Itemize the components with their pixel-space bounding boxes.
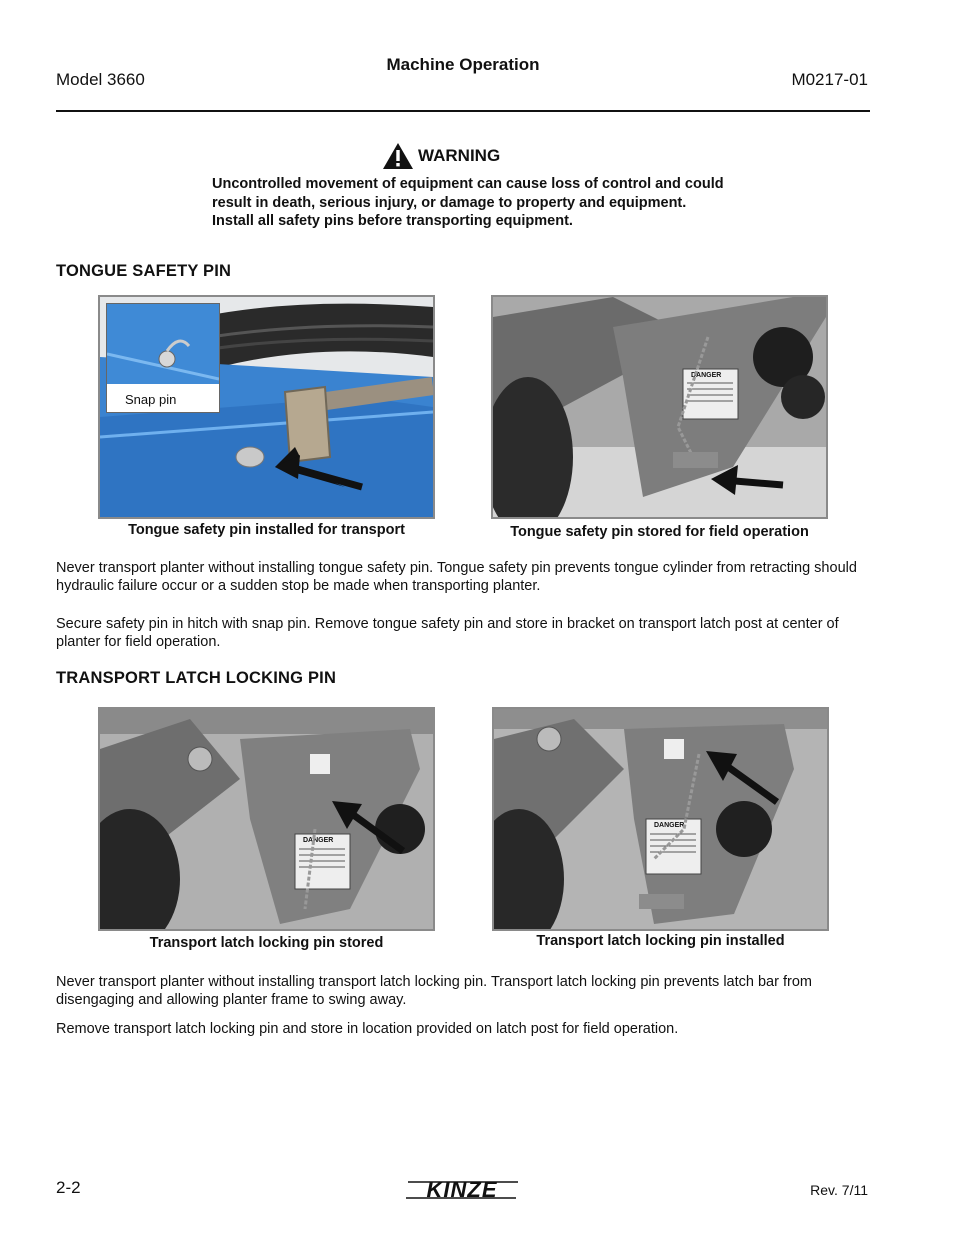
photo-latch-pin-stored (98, 707, 435, 931)
kinze-logo (404, 1176, 522, 1204)
photo-latch-pin-installed (492, 707, 829, 931)
caption-tongue-pin-installed: Tongue safety pin installed for transport (128, 522, 405, 538)
inset-label-snap-pin: Snap pin (125, 392, 177, 407)
paragraph-tongue-pin-1: Never transport planter without installing tongue safety pin. Tongue safety pin prevents tongue cylinder from retracting should hydraulic failure occur or a sudden stop be made when transporting planter. (56, 560, 857, 594)
caption-latch-pin-installed: Transport latch locking pin installed (536, 933, 785, 949)
paragraph-tongue-pin-2: Secure safety pin in hitch with snap pin. Remove tongue safety pin and store in bracket on transport latch post at center of planter for field operation. (56, 616, 839, 650)
header-doc-number: M0217-01 (791, 70, 868, 89)
page-number: 2-2 (56, 1178, 81, 1197)
photo-tongue-pin-installed (98, 295, 435, 519)
decal-danger-text-4: DANGER (654, 822, 685, 829)
decal-danger-text-3: DANGER (303, 837, 334, 844)
section-heading-tongue-safety-pin: TONGUE SAFETY PIN (56, 262, 232, 280)
header-section-title: Machine Operation (386, 55, 540, 74)
photo-inset-snap-pin (106, 303, 220, 413)
caption-tongue-pin-stored: Tongue safety pin stored for field operation (510, 524, 809, 540)
revision: Rev. 7/11 (810, 1182, 868, 1198)
section-heading-transport-latch-pin: TRANSPORT LATCH LOCKING PIN (56, 669, 337, 687)
warning-title-text: WARNING (418, 146, 501, 165)
warning-title (382, 142, 500, 170)
warning-text: Uncontrolled movement of equipment can cause loss of control and could result in death, serious injury, or damage to property and equipment. Install all safety pins before transporting equipment. (212, 176, 724, 229)
warning-triangle-icon (382, 142, 414, 170)
decal-danger-text-2: DANGER (691, 372, 722, 379)
kinze-logo-text: KINZE (426, 1177, 498, 1202)
caption-latch-pin-stored: Transport latch locking pin stored (149, 935, 384, 951)
header-model: Model 3660 (56, 70, 145, 89)
paragraph-latch-pin-2: Remove transport latch locking pin and store in location provided on latch post for field operation. (56, 1021, 679, 1037)
photo-tongue-pin-stored (491, 295, 828, 519)
header-rule (56, 110, 870, 112)
paragraph-latch-pin-1: Never transport planter without installing transport latch locking pin. Transport latch locking pin prevents latch bar from disengaging and allowing planter frame to swing away. (56, 974, 812, 1008)
